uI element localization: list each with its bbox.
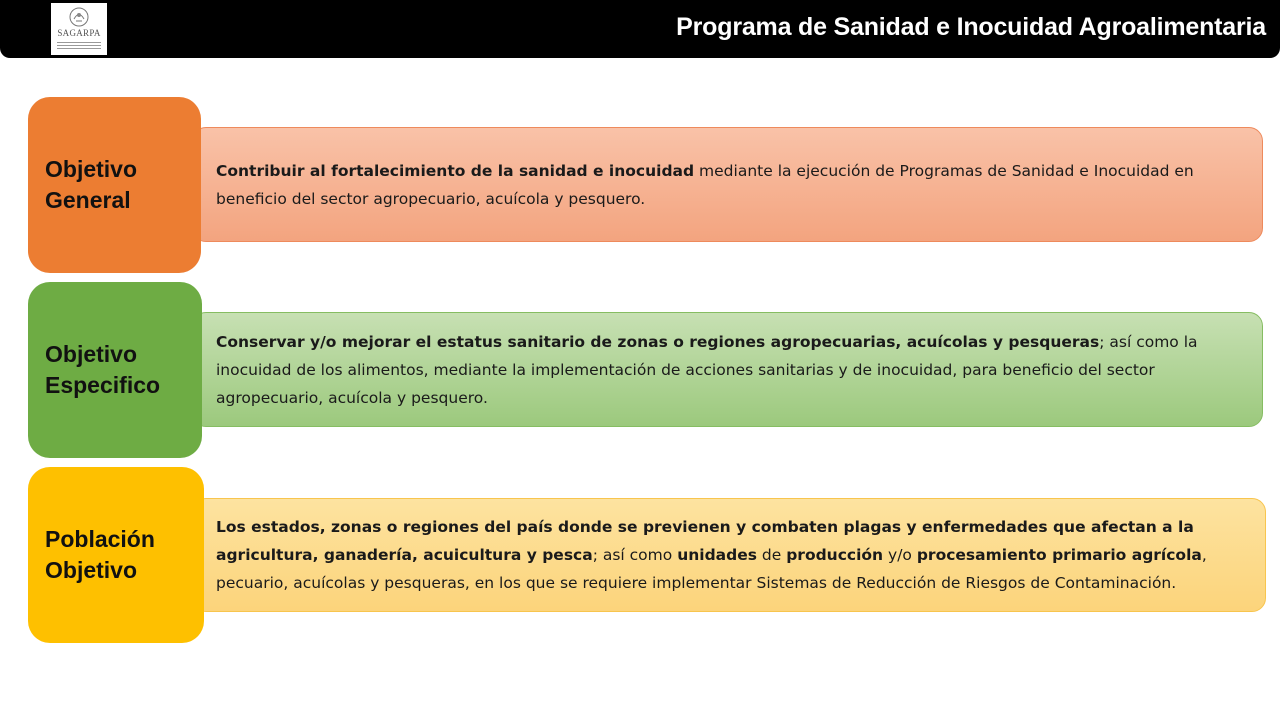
description-text: mediante la ejecución de Programas de Sanidad e Inocuidad en beneficio del sector agropecuario, acuícola y pesquero. (216, 161, 1194, 208)
objetivo-general-label (28, 97, 201, 273)
label-line1: Objetivo (45, 341, 138, 367)
poblacion-objetivo-description (192, 498, 1266, 612)
description-text: de (756, 546, 787, 564)
description-bold: producción (786, 546, 884, 564)
label-line1: Población (45, 526, 155, 552)
objetivo-general-description (192, 127, 1263, 242)
description-bold: Contribuir al fortalecimiento de la sanidad e inocuidad (216, 161, 695, 180)
label-line2: General (45, 187, 131, 213)
label-line2: Especifico (45, 372, 161, 398)
poblacion-objetivo-label (28, 467, 204, 643)
page-title: Programa de Sanidad e Inocuidad Agroalimentaria (676, 13, 1266, 41)
label-line1: Objetivo (45, 156, 138, 182)
description-text: y/o (883, 546, 917, 564)
description-text: ; así como la inocuidad de los alimentos, mediante la implementación de acciones sanitarias y de inocuidad, para beneficio del sector agropecuario, acuícola y pesquero. (216, 332, 1198, 407)
description-text: , pecuario, acuícolas y pesqueras, en los que se requiere implementar Sistemas de Reducción de Riesgos de Contaminación. (216, 546, 1207, 592)
description-bold: Conservar y/o mejorar el estatus sanitario de zonas o regiones agropecuarias, acuícolas y pesqueras (216, 332, 1100, 351)
objetivo-especifico-label (28, 282, 202, 458)
sagarpa-logo (51, 3, 107, 55)
label-line2: Objetivo (45, 557, 138, 583)
description-bold: unidades (677, 546, 757, 564)
logo-subtitle-lines (57, 40, 101, 49)
description-bold: Los estados, zonas o regiones del país donde se previenen y combaten plagas y enfermedades que afectan a la agricultura, ganadería, acuicultura y pesca (216, 518, 1194, 564)
coat-of-arms-icon (68, 6, 90, 28)
header-bar (0, 0, 1280, 58)
description-bold: procesamiento primario agrícola (916, 546, 1202, 564)
logo-text: SAGARPA (57, 28, 101, 38)
objetivo-especifico-description (192, 312, 1263, 427)
description-text: ; así como (592, 546, 678, 564)
